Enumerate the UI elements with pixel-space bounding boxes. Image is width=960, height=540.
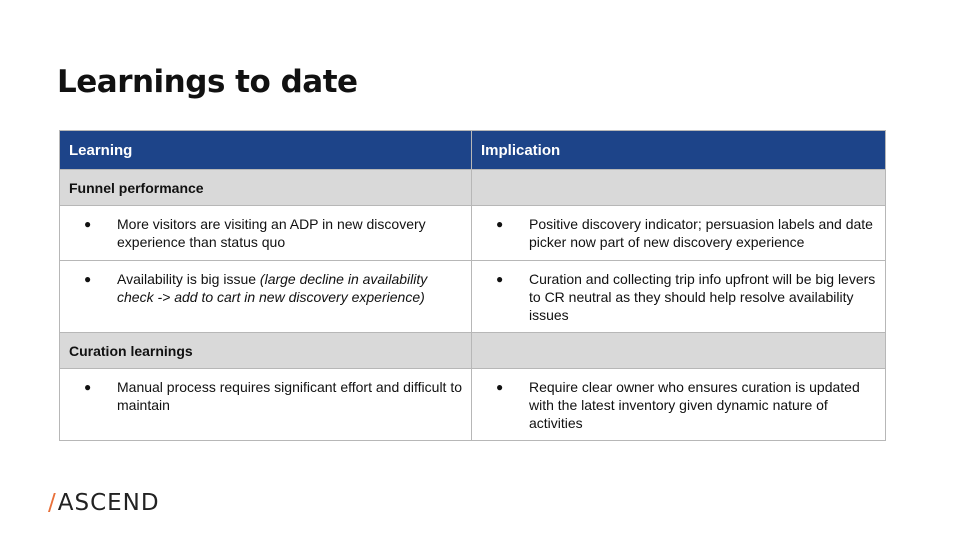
implication-text: Positive discovery indicator; persuasion labels and date picker now part of new discovery experience: [529, 216, 873, 250]
section-label: Funnel performance: [60, 170, 472, 206]
section-label: Curation learnings: [60, 333, 472, 369]
learning-text: Manual process requires significant effort and difficult to maintain: [117, 379, 463, 413]
bullet-icon: ●: [84, 380, 92, 394]
table-row: [60, 206, 886, 261]
bullet-icon: ●: [496, 380, 504, 394]
implication-cell: [472, 206, 886, 261]
implication-cell: [472, 369, 886, 441]
header-learning: Learning: [60, 131, 472, 170]
section-empty-cell: [472, 170, 886, 206]
slide-title: Learnings to date: [57, 64, 358, 100]
logo-slash: /: [48, 490, 57, 516]
learning-cell: [60, 206, 472, 261]
header-implication: Implication: [472, 131, 886, 170]
table-header-row: [60, 131, 886, 170]
logo-text: ASCEND: [57, 490, 160, 516]
section-row-curation-learnings: [60, 333, 886, 369]
bullet-icon: ●: [84, 272, 92, 286]
table-row: [60, 369, 886, 441]
learning-note: (large decline in availability check -> add to cart in new discovery experience): [117, 271, 428, 305]
section-empty-cell: [472, 333, 886, 369]
bullet-icon: ●: [84, 217, 92, 231]
implication-text: Require clear owner who ensures curation is updated with the latest inventory given dynamic nature of activities: [529, 379, 860, 431]
section-row-funnel-performance: [60, 170, 886, 206]
bullet-icon: ●: [496, 217, 504, 231]
learning-text: More visitors are visiting an ADP in new discovery experience than status quo: [117, 216, 426, 250]
table-row: [60, 261, 886, 333]
learnings-table: [59, 130, 886, 441]
learning-cell: [60, 369, 472, 441]
ascend-logo: [48, 490, 160, 516]
bullet-icon: ●: [496, 272, 504, 286]
implication-cell: [472, 261, 886, 333]
implication-text: Curation and collecting trip info upfront will be big levers to CR neutral as they should help resolve availability issues: [529, 271, 876, 323]
learning-text: Availability is big issue (large decline in availability check -> add to cart in new discovery experience): [117, 271, 428, 305]
learning-cell: [60, 261, 472, 333]
